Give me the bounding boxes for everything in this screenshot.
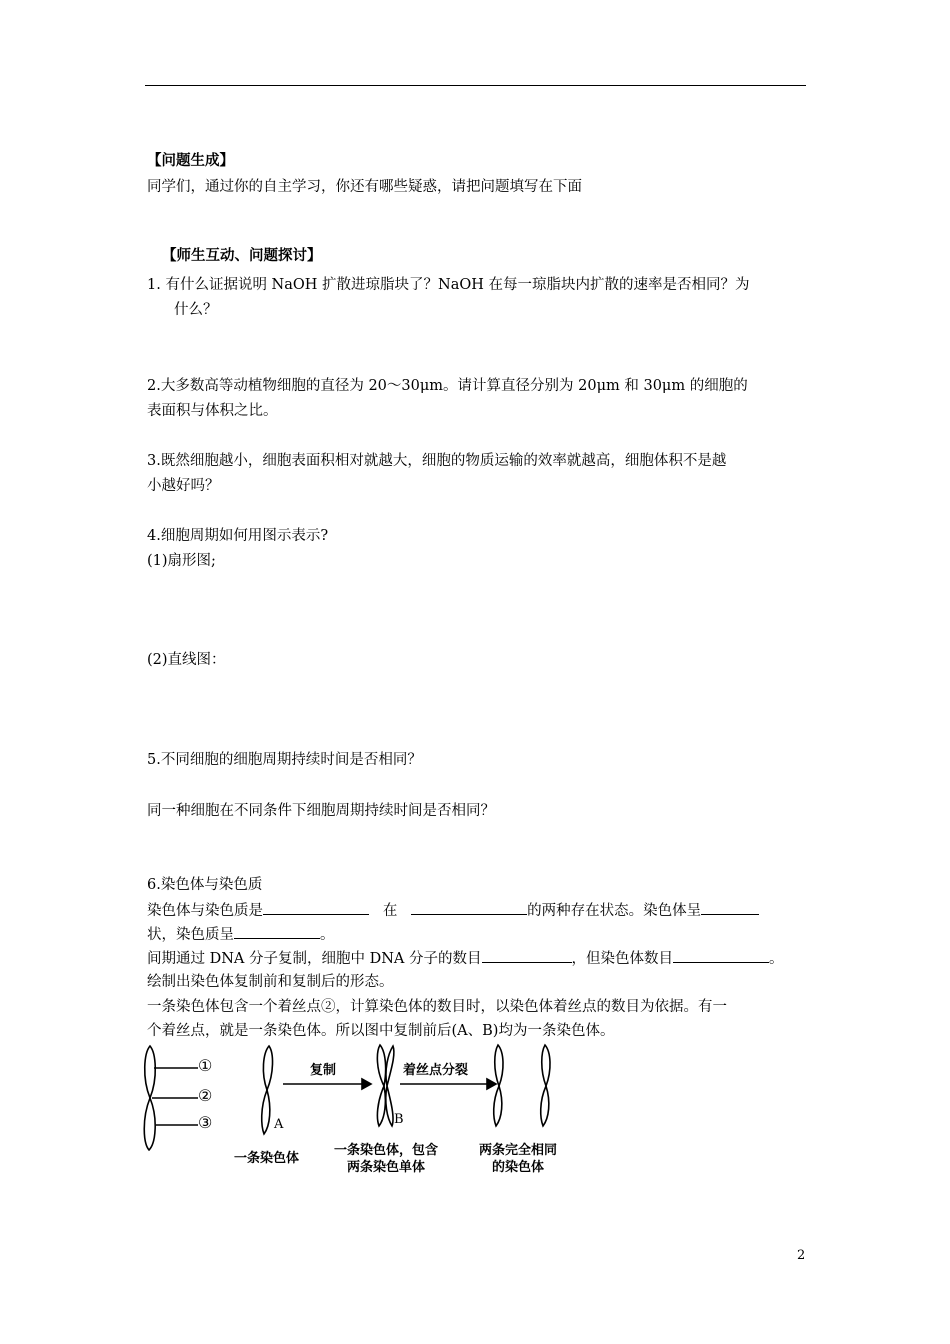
caption-two-identical [470, 1142, 566, 1176]
blank-5[interactable] [482, 948, 572, 963]
blank-4[interactable] [234, 924, 320, 939]
blank-6[interactable] [673, 948, 769, 963]
question-6-line-6: 个着丝点，就是一条染色体。所以图中复制前后(A、B)均为一条染色体。 [147, 1023, 615, 1039]
question-4-line-chart: (2)直线图： [147, 652, 226, 668]
heading-question-generation: 【问题生成】 [147, 152, 234, 169]
q6-text-3c: 。 [769, 951, 784, 967]
question-6-line-4: 绘制出染色体复制前和复制后的形态。 [147, 974, 394, 990]
q6-text-3a: 间期通过 DNA 分子复制，细胞中 DNA 分子的数目 [147, 951, 482, 967]
header-rule [145, 85, 806, 86]
question-5: 5.不同细胞的细胞周期持续时间是否相同？ [147, 752, 422, 768]
caption-3-line-2: 的染色体 [491, 1160, 544, 1175]
letter-a: A [274, 1117, 284, 1132]
question-1-line-2: 什么？ [174, 302, 218, 318]
question-2-line-2: 表面积与体积之比。 [147, 403, 278, 419]
blank-3[interactable] [701, 900, 759, 915]
question-6-line-5: 一条染色体包含一个着丝点②，计算染色体的数目时，以染色体着丝点的数目为依据。有一 [147, 999, 727, 1015]
chromosome-diagram [140, 1038, 580, 1188]
question-3-line-1: 3.既然细胞越小，细胞表面积相对就越大，细胞的物质运输的效率就越高，细胞体积不是越 [147, 453, 727, 469]
q6-text-2a: 状，染色质呈 [147, 927, 234, 943]
blank-1[interactable] [263, 900, 369, 915]
letter-b: B [394, 1112, 404, 1127]
heading-discussion: 【师生互动、问题探讨】 [162, 247, 322, 264]
question-6-title: 6.染色体与染色质 [147, 877, 263, 893]
question-6-line-1 [147, 900, 759, 921]
caption-3-line-1: 两条完全相同 [478, 1143, 557, 1158]
q6-text-2b: 。 [320, 927, 335, 943]
question-4-fan-chart: (1)扇形图; [147, 553, 216, 569]
arrow-label-replication: 复制 [310, 1063, 337, 1078]
label-circle-3: ③ [198, 1113, 213, 1132]
question-3-line-2: 小越好吗？ [147, 478, 220, 494]
caption-two-chromatids [324, 1142, 448, 1176]
page-number: 2 [797, 1248, 806, 1263]
question-6-line-3 [147, 948, 784, 969]
question-generation-prompt: 同学们，通过你的自主学习，你还有哪些疑惑，请把问题填写在下面 [147, 179, 582, 195]
label-circle-2: ② [198, 1086, 213, 1105]
label-circle-1: ① [198, 1056, 213, 1075]
caption-2-line-2: 两条染色单体 [346, 1160, 425, 1175]
q6-text-1c: 的两种存在状态。染色体呈 [527, 903, 702, 919]
q6-text-1b: 在 [382, 903, 398, 919]
question-5-b: 同一种细胞在不同条件下细胞周期持续时间是否相同？ [147, 803, 495, 819]
arrow-label-centromere-split: 着丝点分裂 [403, 1063, 469, 1078]
question-6-line-2 [147, 924, 335, 945]
q6-text-3b: ，但染色体数目 [571, 951, 674, 967]
question-4: 4.细胞周期如何用图示表示? [147, 528, 329, 544]
blank-2[interactable] [411, 900, 527, 915]
question-2-line-1: 2.大多数高等动植物细胞的直径为 20～30μm。请计算直径分别为 20μm 和 30μm 的细胞的 [147, 378, 748, 394]
caption-2-line-1: 一条染色体，包含 [333, 1143, 438, 1158]
caption-one-chromosome: 一条染色体 [234, 1151, 300, 1166]
question-1-line-1: 1. 有什么证据说明 NaOH 扩散进琼脂块了？NaOH 在每一琼脂块内扩散的速率是否相同？为 [147, 277, 750, 293]
q6-text-1a: 染色体与染色质是 [147, 903, 263, 919]
